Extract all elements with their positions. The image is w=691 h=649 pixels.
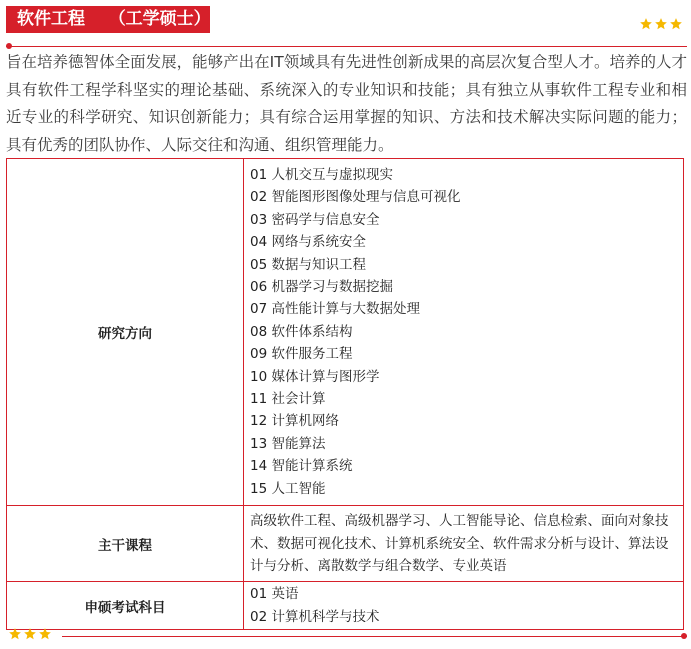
section-header	[6, 6, 687, 46]
research-item: 15 人工智能	[250, 480, 326, 497]
exam-item: 02 计算机科学与技术	[250, 608, 380, 625]
research-item: 09 软件服务工程	[250, 346, 353, 363]
research-item: 13 智能算法	[250, 435, 326, 452]
star-icon	[23, 627, 37, 641]
table-row-courses	[7, 506, 684, 582]
decorative-stars-bottom	[8, 627, 52, 641]
research-item: 04 网络与系统安全	[250, 234, 366, 251]
research-list	[244, 159, 684, 506]
research-item: 07 高性能计算与大数据处理	[250, 301, 420, 318]
research-item: 11 社会计算	[250, 391, 326, 408]
research-item: 12 计算机网络	[250, 413, 339, 430]
star-icon	[38, 627, 52, 641]
decorative-stars-top	[639, 17, 683, 31]
section-title: 软件工程	[17, 9, 85, 29]
research-item: 05 数据与知识工程	[250, 256, 366, 273]
research-item: 10 媒体计算与图形学	[250, 368, 380, 385]
courses-text: 高级软件工程、高级机器学习、人工智能导论、信息检索、面向对象技术、数据可视化技术、计算机系统安全、软件需求分析与设计、算法设计与分析、离散数学与组合数学、专业英语	[244, 506, 684, 582]
star-icon	[639, 17, 653, 31]
intro-paragraph: 旨在培养德智体全面发展，能够产出在IT领域具有先进性创新成果的高层次复合型人才。培养的人才具有软件工程学科坚实的理论基础、系统深入的专业知识和技能；具有独立从事软件工程专业和相近专业的科学研究、知识创新能力；具有综合运用掌握的知识、方法和技术解决实际问题的能力；具有优秀的团队协作、人际交往和沟通、组织管理能力。	[6, 53, 687, 154]
exam-list	[244, 582, 684, 630]
header-divider	[6, 46, 687, 47]
table-row-research	[7, 159, 684, 506]
research-item: 02 智能图形图像处理与信息可视化	[250, 189, 461, 206]
exam-label: 申硕考试科目	[7, 582, 244, 630]
research-item: 03 密码学与信息安全	[250, 211, 380, 228]
research-item: 08 软件体系结构	[250, 323, 353, 340]
research-item: 14 智能计算系统	[250, 458, 353, 475]
section-subtitle: （工学硕士）	[108, 9, 211, 29]
star-icon	[669, 17, 683, 31]
table-row-exam	[7, 582, 684, 630]
program-info-table	[6, 158, 684, 630]
exam-item: 01 英语	[250, 586, 299, 603]
section-title-tab	[6, 6, 210, 33]
courses-label: 主干课程	[7, 506, 244, 582]
footer-divider	[62, 636, 687, 637]
research-label: 研究方向	[7, 159, 244, 506]
star-icon	[8, 627, 22, 641]
research-item: 06 机器学习与数据挖掘	[250, 279, 393, 296]
star-icon	[654, 17, 668, 31]
research-item: 01 人机交互与虚拟现实	[250, 167, 393, 183]
